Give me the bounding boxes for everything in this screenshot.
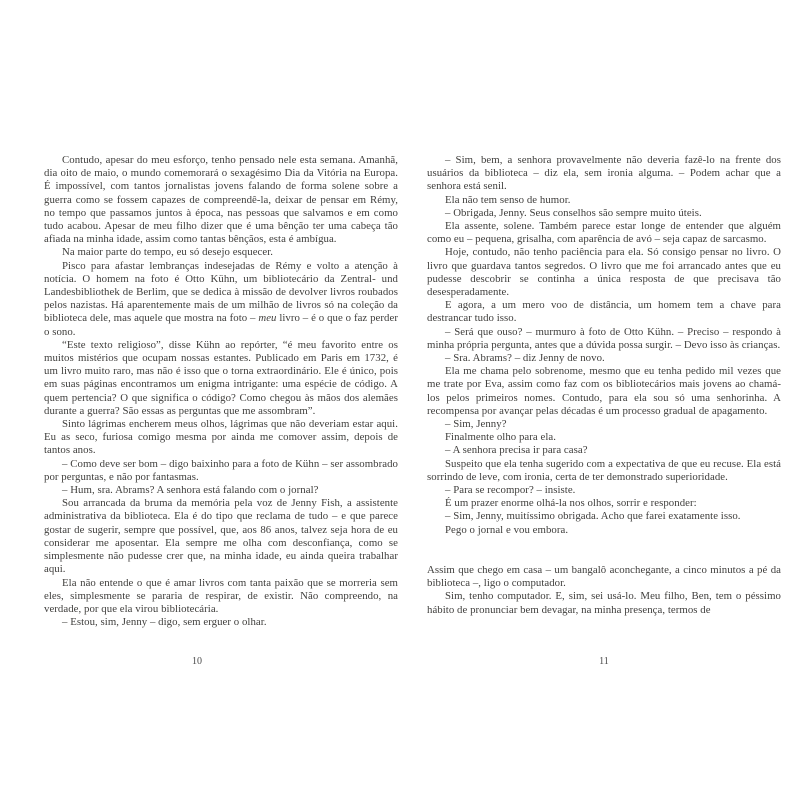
page-right-text [427, 154, 781, 617]
paragraph: – Sim, Jenny, muitíssimo obrigada. Acho que farei exatamente isso. [445, 510, 741, 523]
paragraph: – Será que ouso? – murmuro à foto de Otto Kühn. – Preciso – respondo à minha própria pergunta, antes que a dúvida possa surgir. – Devo isso às crianças. [427, 325, 781, 351]
paragraph: – Sra. Abrams? – diz Jenny de novo. [445, 352, 605, 365]
paragraph: Sou arrancada da bruma da memória pela voz de Jenny Fish, a assistente administrativa da biblioteca. Ela é do tipo que reclama de tudo – e que parece gostar de sugerir, sempre que possível, que, aos 86 anos, talvez seja hora de eu considerar me aposentar. Ela sempre me olha com desconfiança, como se simplesmente não pudesse crer que, na minha idade, eu ainda queira trabalhar aqui. [44, 497, 398, 576]
paragraph: Pego o jornal e vou embora. [445, 523, 569, 536]
paragraph: Pisco para afastar lembranças indesejadas de Rémy e volto a atenção à notícia. O homem na foto é Otto Kühn, um bibliotecário da Zentral- und Landesbibliothek de Berlim, que se dedica à missão de devolver livros roubados pelos nazistas. Há aparentemente mais de um milhão de livros só na coleção da biblioteca dele, mas aquele que mostra na foto – meu livro – é o que o faz perder o sono. [44, 259, 398, 338]
page-left-text [44, 154, 398, 629]
paragraph: – Como deve ser bom – digo baixinho para a foto de Kühn – ser assombrado por perguntas, e não por fantasmas. [44, 457, 398, 483]
paragraph: – Sim, Jenny? [445, 418, 507, 431]
paragraph: – Obrigada, Jenny. Seus conselhos são sempre muito úteis. [445, 206, 702, 219]
page-number-right: 11 [599, 656, 609, 667]
paragraph: – Estou, sim, Jenny – digo, sem erguer o olhar. [62, 616, 267, 629]
page-number-left: 10 [192, 656, 202, 667]
paragraph: E agora, a um mero voo de distância, um homem tem a chave para destrancar tudo isso. [427, 299, 781, 325]
paragraph: – Hum, sra. Abrams? A senhora está falando com o jornal? [62, 484, 319, 497]
paragraph: Ela não tem senso de humor. [445, 193, 571, 206]
paragraph: Sinto lágrimas encherem meus olhos, lágrimas que não deveriam estar aqui. Eu as seco, furiosa comigo mesma por ainda me comover assim, depois de tantos anos. [44, 418, 398, 457]
paragraph: – A senhora precisa ir para casa? [445, 444, 588, 457]
paragraph: Contudo, apesar do meu esforço, tenho pensado nele esta semana. Amanhã, dia oito de maio, o mundo comemorará o sexagésimo Dia da Vitória na Europa. É impossível, com tantos jornalistas jovens falando de forma solene sobre a guerra como se fossem capazes de compreendê-la, deixar de pensar em Rémy, no tempo que passamos juntos à época, nas pessoas que salvamos e em como tudo acabou. Apesar de meu filho dizer que é uma bênção ter uma cabeça tão afiada na minha idade, assim como tantas bênçãos, esta é ambígua. [44, 154, 398, 246]
paragraph: – Sim, bem, a senhora provavelmente não deveria fazê-lo na frente dos usuários da biblioteca – diz ela, sem ironia alguma. – Podem achar que a senhora está senil. [427, 154, 781, 193]
paragraph: “Este texto religioso”, disse Kühn ao repórter, “é meu favorito entre os muitos mistérios que ocupam nossas estantes. Publicado em Paris em 1732, é um livro muito raro, mas não é isso que o torna extraordinário. Ele é único, pois em suas páginas encontramos um enigma intrigante: uma espécie de código. A quem pertencia? O que significa o código? Como chegou às mãos dos alemães durante a guerra? São essas as perguntas que me assombram”. [44, 338, 398, 417]
paragraph: Sim, tenho computador. E, sim, sei usá-lo. Meu filho, Ben, tem o péssimo hábito de pronunciar bem devagar, na minha presença, termos de [427, 590, 781, 616]
paragraph: Ela não entende o que é amar livros com tanta paixão que se morreria sem eles, simplesmente se pararia de respirar, de existir. Não compreendo, na verdade, por que ela virou bibliotecária. [44, 576, 398, 615]
paragraph: Hoje, contudo, não tenho paciência para ela. Só consigo pensar no livro. O livro que guardava tantos segredos. O livro que me foi arrancado antes que eu pudesse descobrir se continha a única resposta de que precisava tão desesperadamente. [427, 246, 781, 299]
paragraph: Ela assente, solene. Também parece estar longe de entender que alguém como eu – pequena, grisalha, com aparência de avó – seja capaz de sarcasmo. [427, 220, 781, 246]
paragraph: – Para se recompor? – insiste. [445, 484, 576, 497]
paragraph: Finalmente olho para ela. [445, 431, 556, 444]
paragraph: Assim que chego em casa – um bangalô aconchegante, a cinco minutos a pé da biblioteca –, ligo o computador. [427, 563, 781, 590]
paragraph: Na maior parte do tempo, eu só desejo esquecer. [62, 246, 274, 259]
paragraph: Suspeito que ela tenha sugerido com a expectativa de que eu recuse. Ela está sorrindo de leve, com ironia, certa de ter demonstrado superioridade. [427, 457, 781, 483]
paragraph: É um prazer enorme olhá-la nos olhos, sorrir e responder: [445, 497, 697, 510]
paragraph: Ela me chama pelo sobrenome, mesmo que eu tenha pedido mil vezes que me trate por Eva, assim como faz com os bibliotecários mais jovens ao chamá-los pelos primeiros nomes. Contudo, para ela sou só uma senhorinha. A recompensa por avançar pelas décadas é um processo gradual de apagamento. [427, 365, 781, 417]
